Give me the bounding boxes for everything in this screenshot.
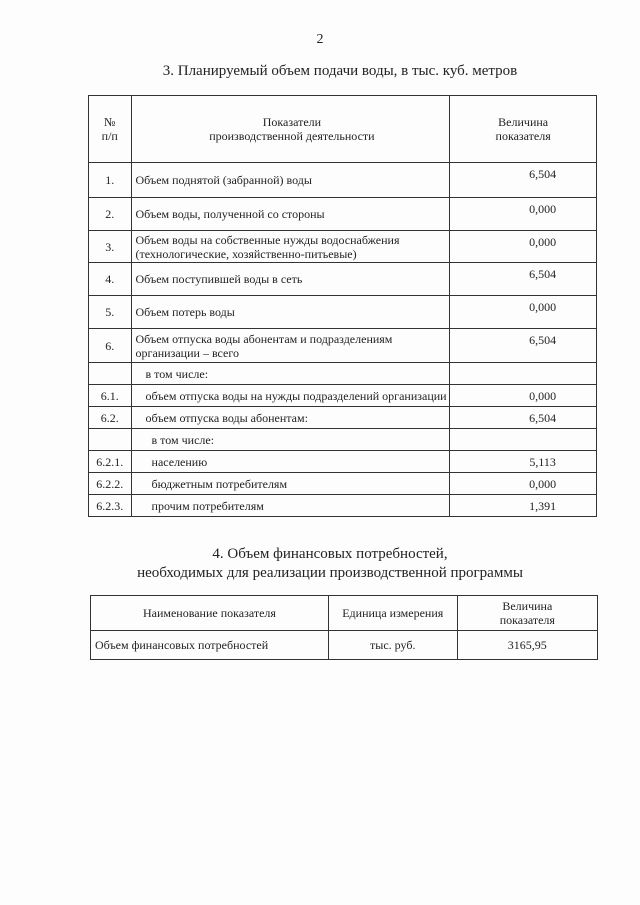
row-name: Объем воды, полученной со стороны (131, 198, 450, 231)
row-name: в том числе: (131, 363, 450, 385)
table-row (89, 429, 597, 451)
table-row (89, 363, 597, 385)
row-value: 0,000 (450, 385, 597, 407)
table-row (89, 329, 597, 363)
table-row (89, 296, 597, 329)
table-row (89, 473, 597, 495)
header-indicator (131, 96, 450, 163)
row-name: Объем воды на собственные нужды водоснабжения (технологические, хозяйственно-питьевые) (131, 231, 450, 263)
row-number: 6. (89, 329, 132, 363)
header-value (457, 596, 597, 631)
row-number: 1. (89, 163, 132, 198)
table-row (89, 231, 597, 263)
row-value: 6,504 (450, 329, 597, 363)
row-value: 0,000 (450, 296, 597, 329)
row-name: Объем финансовых потребностей (91, 631, 329, 660)
row-value: 6,504 (450, 407, 597, 429)
row-name: объем отпуска воды на нужды подразделений организации (131, 385, 450, 407)
row-number: 6.2.3. (89, 495, 132, 517)
section-4-title-line1: 4. Объем финансовых потребностей, (212, 546, 448, 562)
header-value (450, 96, 597, 163)
row-value: 6,504 (450, 263, 597, 296)
header-name: Наименование показателя (91, 596, 329, 631)
row-name: объем отпуска воды абонентам: (131, 407, 450, 429)
row-name: населению (131, 451, 450, 473)
row-name: бюджетным потребителям (131, 473, 450, 495)
header-value-label: Величина показателя (495, 115, 551, 143)
row-name: Объем отпуска воды абонентам и подразделениям организации – всего (131, 329, 450, 363)
row-unit: тыс. руб. (328, 631, 457, 660)
water-supply-table (88, 95, 597, 517)
table-row (89, 198, 597, 231)
page-number: 2 (316, 32, 324, 47)
row-value: 3165,95 (457, 631, 597, 660)
row-value: 0,000 (450, 473, 597, 495)
row-number: 4. (89, 263, 132, 296)
row-number (89, 429, 132, 451)
row-number: 5. (89, 296, 132, 329)
table-row (89, 407, 597, 429)
table-header-row (91, 596, 598, 631)
row-value: 0,000 (450, 231, 597, 263)
section-4-title-line2: необходимых для реализации производственной программы (137, 565, 523, 581)
header-number-label: № п/п (101, 115, 118, 143)
header-value-label: Величина показателя (499, 599, 555, 627)
row-value: 0,000 (450, 198, 597, 231)
section-4-title (30, 545, 630, 583)
table-row (89, 495, 597, 517)
row-number: 6.1. (89, 385, 132, 407)
row-name: Объем поступившей воды в сеть (131, 263, 450, 296)
row-number: 6.2.2. (89, 473, 132, 495)
row-name: Объем поднятой (забранной) воды (131, 163, 450, 198)
row-number: 6.2. (89, 407, 132, 429)
table-row (89, 451, 597, 473)
section-3-title: 3. Планируемый объем подачи воды, в тыс. куб. метров (162, 63, 518, 79)
row-value: 5,113 (450, 451, 597, 473)
header-indicator-label: Показатели производственной деятельности (209, 115, 375, 143)
row-value: 6,504 (450, 163, 597, 198)
row-name: в том числе: (131, 429, 450, 451)
financial-needs-table (90, 595, 598, 660)
row-name: прочим потребителям (131, 495, 450, 517)
row-number: 2. (89, 198, 132, 231)
header-unit: Единица измерения (328, 596, 457, 631)
row-number: 3. (89, 231, 132, 263)
table-row (89, 263, 597, 296)
row-value (450, 429, 597, 451)
header-number (89, 96, 132, 163)
table-row (89, 385, 597, 407)
row-number: 6.2.1. (89, 451, 132, 473)
row-name: Объем потерь воды (131, 296, 450, 329)
row-number (89, 363, 132, 385)
table-row (91, 631, 598, 660)
row-value (450, 363, 597, 385)
row-value: 1,391 (450, 495, 597, 517)
table-header-row (89, 96, 597, 163)
table-row (89, 163, 597, 198)
